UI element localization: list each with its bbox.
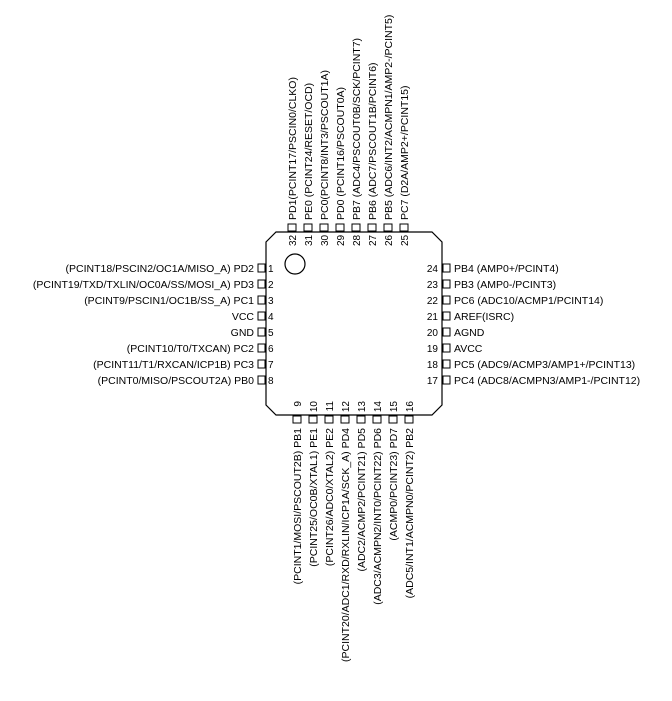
pin-18: [427, 359, 635, 371]
pin-pad: [258, 328, 265, 336]
pin-25: [399, 85, 411, 246]
pin-23: [427, 279, 556, 291]
pin-32: [287, 77, 299, 246]
pin-pad: [352, 224, 360, 231]
pin-label: PC6 (ADC10/ACMP1/PCINT14): [454, 295, 604, 307]
pin-pad: [288, 224, 296, 231]
pin-pad: [309, 416, 317, 423]
pin-pad: [405, 416, 413, 423]
pin-number: 28: [352, 234, 363, 246]
pin-2: [33, 279, 274, 291]
pin-pad: [443, 312, 450, 320]
pin-12: [340, 401, 352, 662]
pin-number: 2: [268, 280, 274, 291]
pin-11: [324, 401, 336, 567]
pin-4: [232, 311, 274, 323]
pin-pad: [325, 416, 333, 423]
pin-number: 21: [426, 312, 438, 323]
pin-pad: [258, 296, 265, 304]
pin-pad: [443, 328, 450, 336]
pin-number: 17: [426, 376, 438, 387]
pin-pad: [341, 416, 349, 423]
pin-8: [98, 375, 274, 387]
pin-20: [427, 327, 485, 339]
pin-label: PC5 (ADC9/ACMP3/AMP1+/PCINT13): [454, 359, 636, 371]
pin-number: 24: [426, 264, 438, 275]
pin-label: PB4 (AMP0+/PCINT4): [454, 263, 559, 275]
pin-pad: [258, 376, 265, 384]
pin-number: 25: [400, 234, 411, 246]
pin-number: 19: [426, 344, 438, 355]
pin-pad: [336, 224, 344, 231]
pin-pad: [258, 360, 265, 368]
pin-number: 6: [268, 344, 274, 355]
pin-number: 14: [373, 401, 384, 413]
pin-label: (PCINT26/ADC0/XTAL2) PE2: [324, 428, 336, 567]
pin-pad: [258, 264, 265, 272]
pin-pad: [443, 360, 450, 368]
pin-10: [308, 401, 320, 567]
pin-pad: [443, 264, 450, 272]
pin-16: [404, 401, 416, 599]
pin-number: 7: [268, 360, 274, 371]
pin-pad: [368, 224, 376, 231]
pin-label: (PCINT9/PSCIN1/OC1B/SS_A) PC1: [84, 295, 254, 307]
pin-pad: [443, 296, 450, 304]
pin-pad: [320, 224, 328, 231]
pin-17: [427, 375, 640, 387]
pin-label: PB7 (ADC4/PSCOUT0B/SCK/PCINT7): [351, 37, 363, 220]
pin-label: PD0 (PCINT16/PSCOUT0A): [335, 86, 347, 220]
pins-top: [287, 15, 411, 246]
pin-26: [383, 15, 395, 246]
pin-label: GND: [230, 327, 254, 339]
pin-number: 13: [357, 401, 368, 413]
pin-pad: [400, 224, 408, 231]
pin-number: 15: [389, 401, 400, 413]
pin-number: 23: [426, 280, 438, 291]
pin-number: 27: [368, 234, 379, 246]
pin-label: VCC: [231, 311, 254, 323]
pin-22: [427, 295, 604, 307]
pin-number: 20: [426, 328, 438, 339]
pin-label: PB5 (ADC6/INT2/ACMPN1/AMP2-/PCINT5): [383, 14, 395, 220]
pin-number: 11: [325, 401, 336, 412]
pin-13: [356, 401, 368, 572]
pin-31: [303, 83, 315, 246]
pin-label: (ADC3/ACMPN2/INT0/PCINT22) PD6: [372, 428, 384, 605]
pin-label: (ADC2/ACMP2/PCINT21) PD5: [356, 428, 368, 572]
pin-pad: [258, 344, 265, 352]
pin-number: 31: [304, 234, 315, 246]
pin-5: [231, 327, 274, 339]
pin-pad: [258, 312, 265, 320]
pin-pad: [373, 416, 381, 423]
pin-number: 16: [405, 401, 416, 413]
pin-label: (PCINT11/T1/RXCAN/ICP1B) PC3: [93, 359, 254, 371]
pin-label: (PCINT20/ADC1/RXD/RXLIN/ICP1A/SCK_A) PD4: [340, 428, 352, 662]
pin-label: (ADC5/INT1/ACMPN0/PCINT2) PB2: [404, 428, 416, 599]
pin-9: [292, 401, 304, 585]
pin-label: (PCINT10/T0/TXCAN) PC2: [126, 343, 254, 355]
pin-label: PE0 (PCINT24/RESET/OCD): [303, 82, 315, 220]
pin-30: [319, 70, 331, 246]
pin-label: AVCC: [454, 343, 483, 355]
pin-number: 32: [288, 234, 299, 246]
pin-number: 29: [336, 234, 347, 246]
pin-label: PB3 (AMP0-/PCINT3): [454, 279, 557, 291]
pin-pad: [357, 416, 365, 423]
pin1-marker-dot: [285, 254, 305, 274]
pin-number: 22: [426, 296, 438, 307]
pin-number: 12: [341, 401, 352, 413]
pin-label: AGND: [454, 327, 485, 339]
pins-left: [33, 263, 274, 387]
pin-24: [427, 263, 559, 275]
pin-number: 18: [426, 360, 438, 371]
pin-7: [93, 359, 274, 371]
pin-pad: [443, 376, 450, 384]
pin-label: (PCINT19/TXD/TXLIN/OC0A/SS/MOSI_A) PD3: [32, 279, 254, 291]
pin-pad: [443, 344, 450, 352]
pin-label: PB6 (ADC7/PSCOUT1B/PCINT6): [367, 62, 379, 220]
pin-label: (PCINT18/PSCIN2/OC1A/MISO_A) PD2: [65, 263, 254, 275]
pin-label: AREF(ISRC): [454, 311, 515, 323]
pin-number: 9: [293, 401, 304, 407]
pin-6: [127, 343, 274, 355]
pin-number: 30: [320, 234, 331, 246]
pin-14: [372, 401, 384, 605]
pin-number: 10: [309, 401, 320, 413]
pin-19: [427, 343, 483, 355]
pin-label: PC0(PCINT8/INT3/PSCOUT1A): [319, 70, 331, 220]
pin-label: (ACMP0/PCINT23) PD7: [388, 428, 400, 541]
pin-15: [388, 401, 400, 541]
pin-pad: [384, 224, 392, 231]
pin-pad: [443, 280, 450, 288]
pin-number: 8: [268, 376, 274, 387]
pin-number: 1: [268, 264, 274, 275]
pin-3: [84, 295, 274, 307]
pin-number: 4: [268, 312, 274, 323]
pin-number: 3: [268, 296, 274, 307]
pin-28: [351, 38, 363, 246]
pin-label: PC7 (D2A/AMP2+/PCINT15): [399, 85, 411, 220]
pin-label: PC4 (ADC8/ACMPN3/AMP1-/PCINT12): [454, 375, 641, 387]
pin-1: [66, 263, 274, 275]
pin-27: [367, 62, 379, 246]
pin-pad: [293, 416, 301, 423]
pin-pad: [304, 224, 312, 231]
pin-29: [335, 87, 347, 246]
pin-number: 5: [268, 328, 274, 339]
pin-label: PD1(PCINT17/PSCIN0/CLKO): [287, 77, 299, 220]
pin-number: 26: [384, 234, 395, 246]
pin-pad: [258, 280, 265, 288]
pin-label: (PCINT25/OC0B/XTAL1) PE1: [308, 428, 320, 567]
pin-label: (PCINT0/MISO/PSCOUT2A) PB0: [97, 375, 254, 387]
pin-pad: [389, 416, 397, 423]
pins-bottom: [292, 401, 416, 662]
pins-right: [427, 263, 640, 387]
pin-label: (PCINT1/MOSI/PSCOUT2B) PB1: [292, 428, 304, 585]
